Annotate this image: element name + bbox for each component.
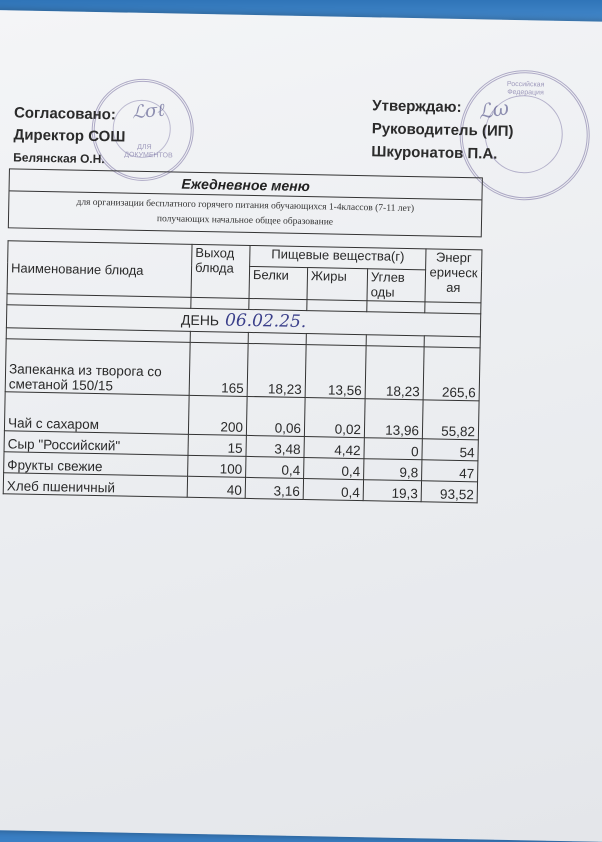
dish-energy: 265,6 <box>423 347 480 401</box>
dish-carbs: 13,96 <box>364 399 423 439</box>
director-label: Директор СОШ <box>13 126 126 146</box>
dish-energy: 47 <box>422 460 478 482</box>
table-header-row <box>8 241 482 271</box>
col-header-energy: Энерг ерическ ая <box>425 249 482 303</box>
dish-fats: 13,56 <box>305 345 366 399</box>
dish-fats: 0,4 <box>304 458 364 480</box>
dish-fats: 0,02 <box>304 398 365 438</box>
col-header-nutrients: Пищевые вещества(г) <box>250 245 426 269</box>
dish-carbs: 9,8 <box>364 459 422 481</box>
table-row <box>5 339 480 401</box>
menu-table <box>3 240 483 503</box>
col-header-name: Наименование блюда <box>7 241 192 298</box>
menu-header-box <box>8 168 483 237</box>
dish-fats: 4,42 <box>304 437 364 459</box>
menu-title: Ежедневное меню <box>10 169 482 200</box>
dish-output: 15 <box>188 434 246 456</box>
head-label: Руководитель (ИП) <box>371 120 514 140</box>
menu-subtitle-line2: получающих начальное общее образование <box>156 213 334 228</box>
dish-output: 200 <box>188 395 247 435</box>
col-header-carbs: Углев оды <box>367 269 426 302</box>
dish-carbs: 18,23 <box>365 346 424 400</box>
col-header-output: Выход блюда <box>191 244 250 298</box>
day-label: ДЕНЬ <box>180 311 220 329</box>
director-signature: ℒσℓ <box>131 99 166 124</box>
col-header-fats: Жиры <box>307 268 368 301</box>
dish-name: Чай с сахаром <box>4 392 189 435</box>
dish-fats: 0,4 <box>303 479 363 501</box>
dish-carbs: 19,3 <box>363 480 421 502</box>
dish-output: 40 <box>187 476 245 498</box>
dish-output: 100 <box>188 455 246 477</box>
dish-proteins: 3,16 <box>245 477 303 499</box>
dish-energy: 93,52 <box>421 481 477 503</box>
dish-proteins: 0,4 <box>246 456 304 478</box>
dish-energy: 54 <box>422 439 478 461</box>
dish-proteins: 18,23 <box>247 343 306 397</box>
approve-label: Утверждаю: <box>372 97 462 116</box>
menu-sheet <box>0 10 602 842</box>
dish-proteins: 0,06 <box>246 396 305 436</box>
dish-carbs: 0 <box>364 438 422 460</box>
day-date: 06.02.25. <box>224 310 307 333</box>
dish-name: Хлеб пшеничный <box>3 473 187 498</box>
dish-proteins: 3,48 <box>246 435 304 457</box>
school-stamp-text: ДЛЯ ДОКУМЕНТОВ <box>124 143 173 160</box>
dish-name: Фрукты свежие <box>4 452 188 477</box>
dish-energy: 55,82 <box>422 400 479 440</box>
col-header-proteins: Белки <box>249 266 308 299</box>
company-stamp-text: Российская Федерация <box>506 80 545 97</box>
dish-output: 165 <box>189 342 248 396</box>
menu-subtitle-line1: для организации бесплатного горячего питания обучающихся 1-4классов (7-11 лет) <box>76 197 415 215</box>
dish-name: Запеканка из творога со сметаной 150/15 <box>5 339 190 396</box>
head-signature: ℒω <box>476 95 511 124</box>
head-name: Шкуронатов П.А. <box>371 143 498 163</box>
agreed-label: Согласовано: <box>13 104 117 124</box>
director-name: Белянская О.Н. <box>13 150 105 167</box>
dish-name: Сыр "Российский" <box>4 431 188 456</box>
